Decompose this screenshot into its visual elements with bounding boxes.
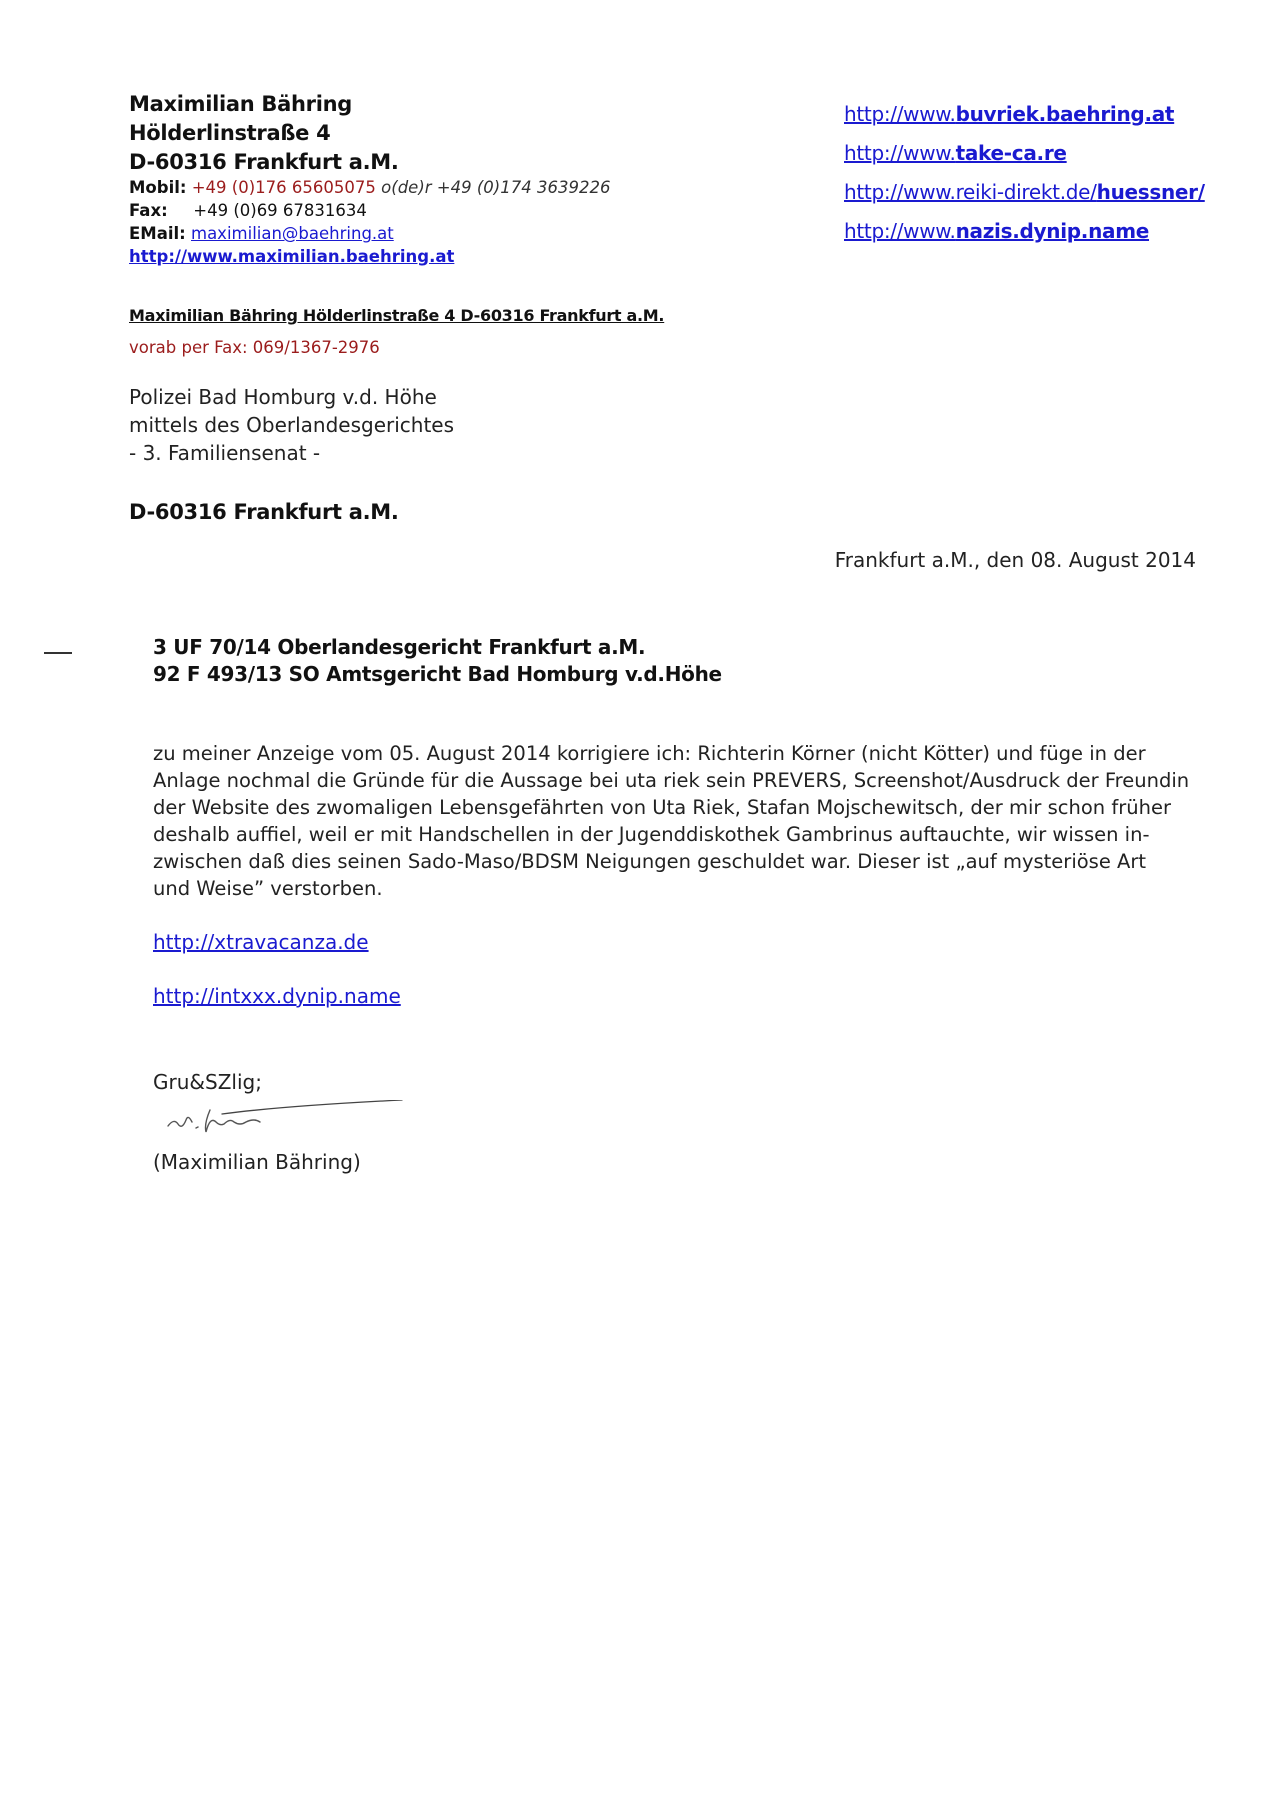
sender-website-line: [129, 247, 454, 266]
reference-line-1: 3 UF 70/14 Oberlandesgericht Frankfurt a.M.: [153, 635, 646, 659]
recipient-line-1: Polizei Bad Homburg v.d. Höhe: [129, 385, 437, 409]
sender-name: Maximilian Bähring: [129, 92, 352, 116]
fold-mark: [44, 652, 72, 654]
email-link[interactable]: maximilian@baehring.at: [191, 224, 394, 243]
reference-line-2: 92 F 493/13 SO Amtsgericht Bad Homburg v.d.Höhe: [153, 662, 722, 686]
mobile-label: Mobil:: [129, 178, 187, 197]
body-line: deshalb auffiel, weil er mit Handschellen in der Jugenddiskothek Gambrinus auftauchte, wir wissen in-: [153, 823, 1150, 846]
fax-number: +49 (0)69 67831634: [193, 201, 367, 220]
body-line: zu meiner Anzeige vom 05. August 2014 korrigiere ich: Richterin Körner (nicht Kötter) und füge in der: [153, 742, 1146, 765]
fax-notice: vorab per Fax: 069/1367-2976: [129, 338, 380, 357]
website-link[interactable]: http://www.maximilian.baehring.at: [129, 247, 455, 266]
sender-city: D-60316 Frankfurt a.M.: [129, 150, 399, 174]
letter-date: Frankfurt a.M., den 08. August 2014: [834, 548, 1196, 572]
closing-name: (Maximilian Bähring): [153, 1150, 361, 1174]
sender-mobile-line: [129, 178, 610, 197]
right-link-nazis[interactable]: http://www.nazis.dynip.name: [844, 219, 1150, 243]
letter-body: [153, 740, 1213, 902]
right-link-buvriek[interactable]: http://www.buvriek.baehring.at: [844, 102, 1175, 126]
greeting: Gru&SZlig;: [153, 1070, 262, 1094]
body-line: und Weise” verstorben.: [153, 877, 383, 900]
body-link-intxxx[interactable]: http://intxxx.dynip.name: [153, 984, 401, 1008]
right-link-take-care[interactable]: http://www.take-ca.re: [844, 141, 1067, 165]
right-link-reiki[interactable]: http://www.reiki-direkt.de/huessner/: [844, 180, 1205, 204]
body-link-xtravacanza[interactable]: http://xtravacanza.de: [153, 930, 369, 954]
recipient-line-2: mittels des Oberlandesgerichtes: [129, 413, 455, 437]
body-line: zwischen daß dies seinen Sado-Maso/BDSM Neigungen geschuldet war. Dieser ist „auf mysteriöse Art: [153, 850, 1147, 873]
recipient-city: D-60316 Frankfurt a.M.: [129, 500, 399, 524]
sender-street: Hölderlinstraße 4: [129, 121, 331, 145]
body-line: der Website des zwomaligen Lebensgefährten von Uta Riek, Stafan Mojschewitsch, der mir schon früher: [153, 796, 1171, 819]
return-address: Maximilian Bähring Hölderlinstraße 4 D-60316 Frankfurt a.M.: [129, 306, 665, 325]
sender-fax-line: [129, 201, 367, 220]
signature-image: [160, 1100, 410, 1140]
body-line: Anlage nochmal die Gründe für die Aussage bei uta riek sein PREVERS, Screenshot/Ausdruck der Freundin: [153, 769, 1190, 792]
mobile-number: +49 (0)176 65605075: [191, 178, 376, 197]
mobile-alt-number: +49 (0)174 3639226: [436, 178, 611, 197]
mobile-or: o(de)r: [381, 178, 432, 197]
recipient-line-3: - 3. Familiensenat -: [129, 441, 321, 465]
email-label: EMail:: [129, 224, 186, 243]
sender-email-line: [129, 224, 394, 243]
fax-label: Fax:: [129, 201, 168, 220]
